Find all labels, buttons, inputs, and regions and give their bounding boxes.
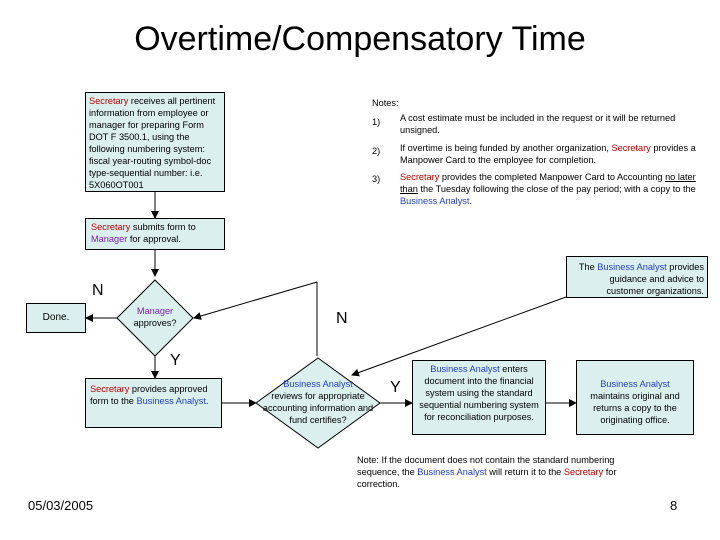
notes-heading: Notes: — [372, 98, 399, 108]
label-y-approved: Y — [170, 352, 181, 369]
bottom-note: Note: If the document does not contain the standard numbering sequence, the Business Analyst will return it to the Secretary for correction. — [357, 455, 617, 489]
box-ba-enters-document: Business Analyst enters document into the financial system using the standard sequential numbering system for reconciliation purposes. — [412, 360, 546, 435]
label-n-done: N — [92, 282, 104, 299]
note-1-number: 1) — [372, 117, 381, 127]
box-secretary-provides-approved: Secretary provides approved form to the Business Analyst. — [85, 378, 222, 428]
diamond-manager-text: Manager approves? — [133, 306, 177, 328]
box-secretary-submits: Secretary submits form to Manager for approval. — [85, 218, 225, 250]
diamond-ba-text: Business Analyst reviews for appropriate accounting information and fund certifies? — [262, 379, 374, 425]
box-ba-maintains-original: Business Analyst maintains original and returns a copy to the originating office. — [576, 360, 694, 435]
note-1-text: A cost estimate must be included in the request or it will be returned unsigned. — [400, 113, 676, 135]
box-secretary-receives: Secretary receives all pertinent information from employee or manager for preparing Form DOT F 3500.1, using the following numbering system: fiscal year-routing symbol-doc type-sequential number: i.e. 5X060OT001 — [85, 92, 225, 192]
label-y-certified: Y — [390, 379, 401, 396]
note-2-text: If overtime is being funded by another organization, Secretary provides a Manpower Card to the employee for completion. — [400, 143, 696, 165]
box-done: Done. — [26, 303, 86, 333]
label-n-return: N — [336, 310, 348, 327]
note-3-number: 3) — [372, 174, 381, 184]
page-title: Overtime/Compensatory Time — [134, 20, 586, 58]
secretary-label: Secretary — [89, 96, 129, 106]
footer-page-number: 8 — [670, 498, 678, 513]
box-ba-guidance: The Business Analyst provides guidance and advice to customer organizations. — [566, 256, 708, 298]
footer-date: 05/03/2005 — [28, 498, 94, 513]
note-3-text: Secretary provides the completed Manpower Card to Accounting no later than the Tuesday following the close of the pay period; with a copy to the Business Analyst. — [400, 172, 696, 206]
note-2-number: 2) — [372, 146, 381, 156]
